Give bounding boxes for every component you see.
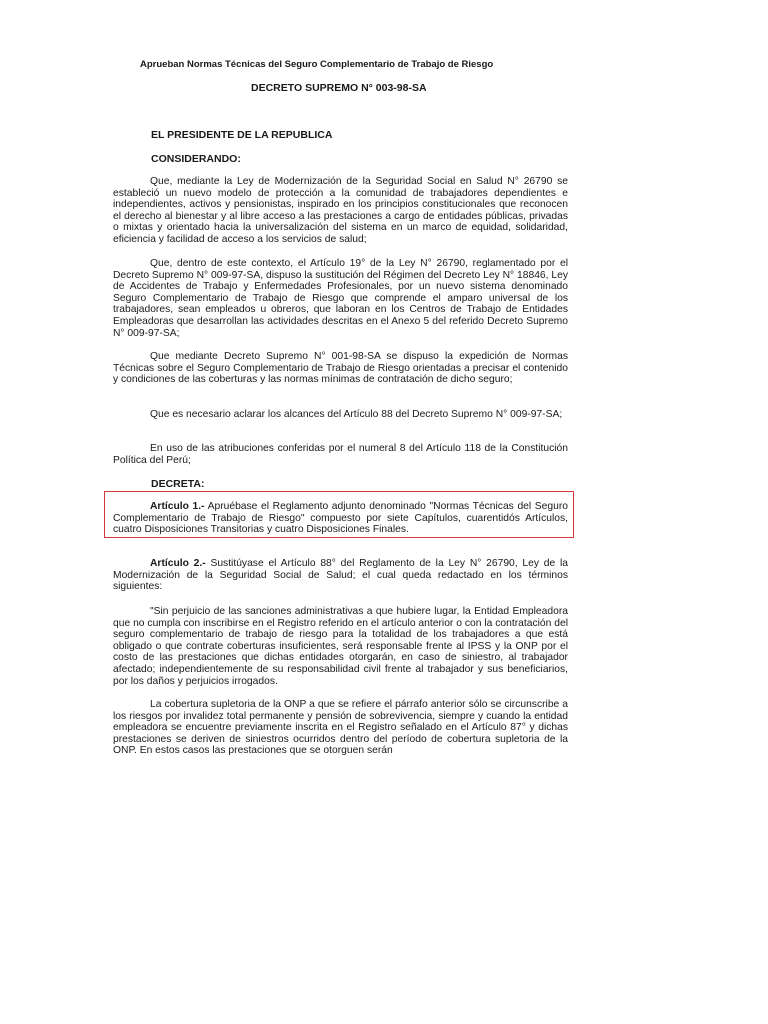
article-2-text: Sustitúyase el Artículo 88° del Reglamento de la Ley N° 26790, Ley de la Modernización de la Seguridad Social de Salud; el cual queda redactado en los términos siguientes: xyxy=(113,558,569,593)
decreta-heading: DECRETA: xyxy=(151,478,205,490)
considerando-paragraph-5: En uso de las atribuciones conferidas por el numeral 8 del Artículo 118 de la Constitución Política del Perú; xyxy=(113,443,568,466)
considerando-heading: CONSIDERANDO: xyxy=(151,153,241,165)
article-2-paragraph xyxy=(113,558,568,593)
quoted-paragraph-1: "Sin perjuicio de las sanciones administrativas a que hubiere lugar, la Entidad Empleadora que no cumpla con inscribirse en el Registro referido en el artículo anterior o con la contratación del seguro complementario de trabajo de riesgo para la totalidad de los trabajadores a que está obligado o que contrate coberturas insuficientes, será responsable frente al IPSS y la ONP por el costo de las prestaciones que dichas entidades otorgarán, en caso de siniestro, al trabajador afectado; independientemente de su responsabilidad civil frente al trabajador y sus beneficiarios, por los daños y perjuicios irrogados. xyxy=(113,606,568,687)
quoted-paragraph-2: La cobertura supletoria de la ONP a que se refiere el párrafo anterior sólo se circunscribe a los riesgos por invalidez total permanente y pensión de sobrevivencia, siempre y cuando la entidad empleadora se encuentre previamente inscrita en el Registro señalado en el Artículo 87° y dichas prestaciones se deriven de siniestros ocurridos dentro del período de cobertura supletoria de la ONP. En estos casos las prestaciones que se otorguen serán xyxy=(113,699,568,757)
considerando-paragraph-3: Que mediante Decreto Supremo N° 001-98-SA se dispuso la expedición de Normas Técnicas sobre el Seguro Complementario de Trabajo de Riesgo orientadas a precisar el contenido y condiciones de las coberturas y las normas mínimas de contratación de dicho seguro; xyxy=(113,351,568,386)
document-title: Aprueban Normas Técnicas del Seguro Complementario de Trabajo de Riesgo xyxy=(140,59,494,70)
article-1-label: Artículo 1.- xyxy=(150,501,205,512)
considerando-paragraph-1: Que, mediante la Ley de Modernización de la Seguridad Social en Salud N° 26790 se estableció un nuevo modelo de protección a la comunidad de trabajadores dependientes e independientes, activos y pensionistas, inspirado en los principios constitucionales que reconocen el derecho al bienestar y al libre acceso a las prestaciones a cargo de entidades públicas, privadas o mixtas y orientado hacia la universalización del sistema en un marco de equidad, solidaridad, eficiencia y facilidad de acceso a los servicios de salud; xyxy=(113,176,568,245)
considerando-paragraph-2: Que, dentro de este contexto, el Artículo 19° de la Ley N° 26790, reglamentado por el Decreto Supremo N° 009-97-SA, dispuso la sustitución del Régimen del Decreto Ley N° 18846, Ley de Accidentes de Trabajo y Enfermedades Profesionales, por un nuevo sistema denominado Seguro Complementario de Trabajo de Riesgo que comprende el amparo universal de los trabajadores, sean empleados u obreros, que laboran en los Centros de Trabajo de Entidades Empleadoras que desarrollan las actividades descritas en el Anexo 5 del referido Decreto Supremo N° 009-97-SA; xyxy=(113,258,568,339)
article-1-paragraph xyxy=(113,501,568,536)
decree-number: DECRETO SUPREMO N° 003-98-SA xyxy=(251,82,427,94)
president-heading: EL PRESIDENTE DE LA REPUBLICA xyxy=(151,129,333,141)
article-2-label: Artículo 2.- xyxy=(150,558,206,569)
article-1-text: Apruébase el Reglamento adjunto denominado "Normas Técnicas del Seguro Complementario de Trabajo de Riesgo" compuesto por siete Capítulos, cuarentidós Artículos, cuatro Disposiciones Transitorias y cuatro Disposiciones Finales. xyxy=(113,501,569,536)
considerando-paragraph-4: Que es necesario aclarar los alcances del Artículo 88 del Decreto Supremo N° 009-97-SA; xyxy=(150,409,563,420)
